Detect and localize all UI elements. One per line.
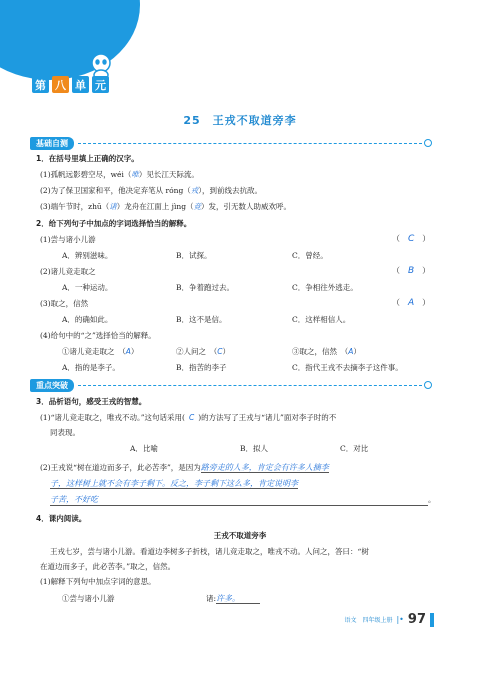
handwritten-answer: B [408,266,415,276]
text: ） [222,347,230,356]
handwritten-answer: 子，这样树上就不会有李子剩下。反之，李子剩下这么多，肯定说明李 [50,479,298,488]
unit-char: 第 [32,76,49,93]
handwritten-answer: A [408,298,415,308]
handwritten-answer: 戎 [190,186,199,195]
q3-item2-line [50,479,430,489]
circle-icon [424,139,432,147]
q2-stem: (2)诸儿竞走取之 [40,267,96,276]
q4-sub1-item: ①尝与诸小儿游 [62,594,115,603]
option: C．曾经。 [292,251,328,260]
q2-stem: (3)取之，信然 [40,299,89,308]
text: ）发，引无数人助威欢呼。 [201,202,291,211]
q1-item [40,202,291,212]
section-header-focus [30,379,432,392]
question-1-heading: 1．在括号里填上正确的汉字。 [36,154,139,163]
handwritten-answer: 唯 [131,170,139,179]
option: C．争相往外逃走。 [292,283,358,292]
page-number: 97 [407,612,426,627]
q3-item1-line2: 同表现。 [50,428,80,437]
text: ②人问之 （ [176,347,218,356]
section-header-basic [30,137,432,150]
text: ），到前线去抗敌。 [198,186,262,195]
passage-line: 在道边而多子，此必苦李。”取之，信然。 [40,562,176,571]
handwritten-answer: 竞 [193,202,201,211]
option: C．对比 [340,444,369,453]
option: A．比喻 [130,444,158,453]
text: (2)王戎说“树在道边而多子，此必苦李”，是因为 [40,463,201,472]
dashed-divider [78,143,422,144]
handwritten-answer: C [408,234,415,244]
option: A．的确如此。 [62,315,113,324]
text: ） [130,347,139,356]
text: ①诸儿竞走取之 （ [62,347,126,356]
option: A．辨别滋味。 [62,251,113,260]
footer-separator: |• [396,615,404,624]
section-tag: 基础自测 [30,137,74,150]
unit-badge [32,76,109,93]
text: ） [353,347,361,356]
footer-stripe [430,613,434,627]
q1-item [40,186,262,196]
q4-sub1-answer [206,594,260,604]
handwritten-answer: 子苦，不好吃 [50,495,98,504]
passage-title: 王戎不取道旁李 [213,531,267,540]
q3-item2-line [50,495,428,506]
handwritten-answer: 许多。 [216,594,260,604]
q2-answer: （ B ） [392,266,431,276]
text: ）见长江天际流。 [138,170,199,179]
option: B．这不是信。 [176,315,227,324]
option: B．指苦的李子 [176,363,227,372]
dashed-divider [78,385,422,386]
period: 。 [428,495,436,504]
question-3-heading: 3．品析语句，感受王戎的智慧。 [36,397,147,406]
footer-subject: 语文 四年级上册 [344,617,393,624]
text: ）龙舟在江面上 jìng（ [116,202,194,211]
text: (1)孤帆远影碧空尽，wéi（ [40,170,132,179]
section-tag: 重点突破 [30,379,74,392]
option: A．一种运动。 [62,283,113,292]
q2-sub [292,347,361,357]
corner-blob [0,0,140,80]
handwritten-answer: C [188,413,195,422]
q3-item1 [40,413,336,423]
question-2-heading: 2．给下列句子中加点的字词选择恰当的解释。 [36,219,192,228]
q2-stem: (4)给句中的“之”选择恰当的解释。 [40,331,156,340]
q3-item2 [40,463,329,473]
circle-icon [424,381,432,389]
text: (1)“诸儿竞走取之，唯戎不动。”这句话采用( [40,413,185,422]
passage-line: 王戎七岁，尝与诸小儿游。看道边李树多子折枝，诸儿竞走取之，唯戎不动。人问之，答曰：“树 [50,547,369,556]
option: B．试探。 [176,251,212,260]
q2-stem: (1)尝与诸小儿游 [40,235,96,244]
option: C．指代王戎不去摘李子这件事。 [292,363,403,372]
q2-answer: （ C ） [392,234,431,244]
unit-char: 单 [72,76,89,93]
handwritten-answer: A [348,347,354,356]
unit-char: 元 [92,76,109,93]
q2-sub [62,347,138,357]
page-footer [344,612,434,627]
option: C．这样相信人。 [292,315,351,324]
question-4-heading: 4．课内阅读。 [36,514,87,523]
unit-char: 八 [52,76,69,93]
text: )的方法写了王戎与“诸儿”面对李子时的不 [198,413,337,422]
option: B．拟人 [240,444,269,453]
handwritten-answer: 路旁走的人多，肯定会有许多人摘李 [200,463,329,472]
handwritten-answer: 诸 [109,202,117,211]
q2-sub [176,347,230,357]
text: (3)端午节时，zhū（ [40,202,110,211]
option: A．指的是李子。 [62,363,120,372]
text: ③取之，信然 （ [292,347,349,356]
option: B．争着跑过去。 [176,283,235,292]
q1-item [40,170,199,180]
handwritten-answer: A [125,347,131,356]
q4-sub1: (1)解释下列句中加点字词的意思。 [40,577,156,586]
handwritten-answer: C [217,347,223,356]
lesson-title: 25 王戎不取道旁李 [183,114,297,127]
text: 诸: [206,594,217,603]
text: (2)为了保卫国家和平，他决定弃笔从 róng（ [40,186,191,195]
q2-answer: （ A ） [392,298,431,308]
